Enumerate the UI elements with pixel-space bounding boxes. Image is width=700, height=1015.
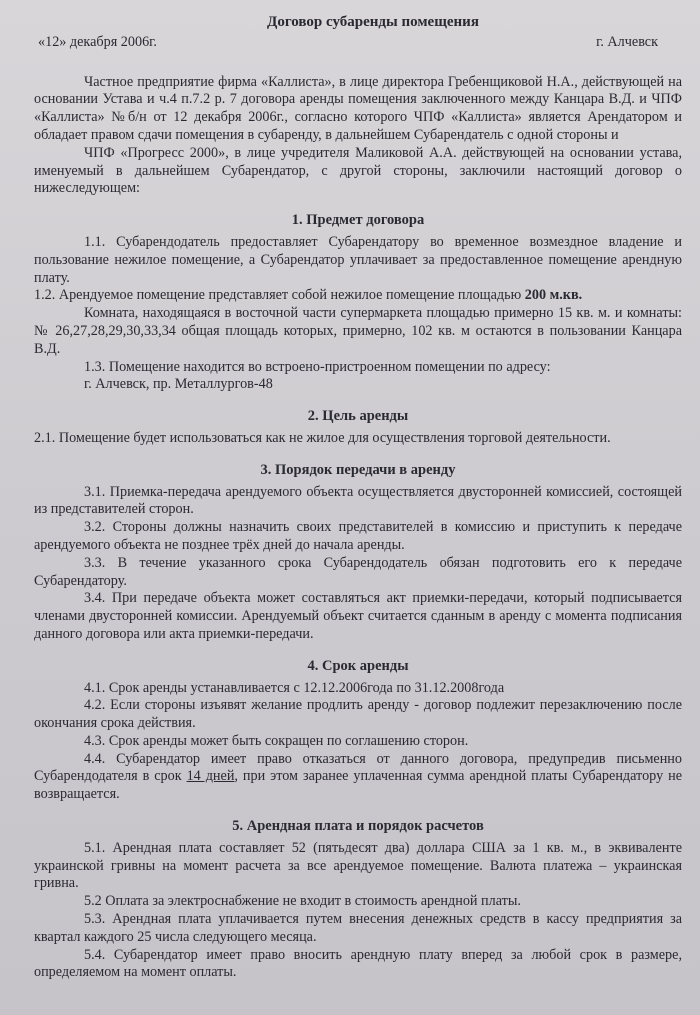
clause-3-4: 3.4. При передаче объекта может составляться акт приемки-передачи, который подписывается членами двусторонней комиссии. Арендуемый объект считается сданным в аренду с момента подписания данного договора или акта приемки-передачи.: [34, 590, 682, 642]
clause-2-1: 2.1. Помещение будет использоваться как не жилое для осуществления торговой деятельности.: [34, 429, 611, 446]
date-city-row: [34, 34, 682, 52]
section-2-heading: 2. Цель аренды: [307, 408, 409, 425]
clause-4-4-text-a: 4.4. Субарендатор имеет право отказаться от данного договора, предупредив письменно Субарендодателя в срок: [34, 750, 682, 785]
clause-4-3: 4.3. Срок аренды может быть сокращен по соглашению сторон.: [84, 732, 469, 749]
clause-1-2-area: 200 м.кв.: [524, 287, 583, 304]
document-title: Договор субаренды помещения: [267, 14, 479, 30]
contract-date: «12» декабря 2006г.: [38, 33, 157, 50]
preamble-paragraph-2: ЧПФ «Прогресс 2000», в лице учредителя Маликовой А.А. действующей на основании устава, именуемый в дальнейшем Субарендатор, с другой стороны, заключили настоящий договор о нижеследующем:: [34, 144, 682, 197]
clause-1-2-room: Комната, находящаяся в восточной части супермаркета площадью примерно 15 кв. м. и комнаты: № 26,27,28,29,30,33,34 общая площадь которых, примерно, 102 кв. м остаются в пользовании Канцара В.Д.: [34, 305, 682, 357]
clause-4-4: [34, 751, 682, 804]
clause-1-3-address: г. Алчевск, пр. Металлургов-48: [84, 376, 273, 393]
clause-1-1: 1.1. Субарендодатель предоставляет Субарендатору во временное возмездное владение и пользование нежилое помещение, а Субарендатор уплачивает за предоставленное помещение арендную плату.: [34, 233, 682, 286]
clause-3-2: 3.2. Стороны должны назначить своих представителей в комиссию и приступить к передаче арендуемого объекта не позднее трёх дней до начала аренды.: [34, 519, 682, 553]
clause-5-2: 5.2 Оплата за электроснабжение не входит в стоимость арендной платы.: [84, 893, 521, 910]
clause-3-1: 3.1. Приемка-передача арендуемого объекта осуществляется двусторонней комиссией, состоящей из представителей сторон.: [34, 483, 682, 518]
clause-5-3: 5.3. Арендная плата уплачивается путем внесения денежных средств в кассу предприятия за квартал каждого 25 числа следующего месяца.: [34, 911, 682, 945]
clause-3-3: 3.3. В течение указанного срока Субарендодатель обязан подготовить его к передаче Субарендатору.: [34, 554, 682, 589]
clause-5-4: 5.4. Субарендатор имеет право вносить арендную плату вперед за любой срок в размере, определяемом на момент оплаты.: [34, 946, 682, 981]
contract-city: г. Алчевск: [596, 33, 658, 50]
section-5-heading: 5. Арендная плата и порядок расчетов: [232, 818, 484, 835]
clause-4-2: 4.2. Если стороны изъявят желание продлить аренду - договор подлежит перезаключению после окончания срока действия.: [34, 697, 682, 732]
clause-1-2-text: 1.2. Арендуемое помещение представляет собой нежилое помещение площадью: [34, 287, 525, 304]
section-3-heading: 3. Порядок передачи в аренду: [260, 461, 456, 478]
clause-1-2: [34, 287, 682, 305]
clause-4-4-term: 14 дней: [186, 768, 235, 785]
clause-4-4-text-c: , при этом заранее уплаченная сумма арендной платы Субарендатору не возвращается.: [34, 768, 683, 803]
preamble-paragraph-1: Частное предприятие фирма «Каллиста», в лице директора Гребенщиковой Н.А., действующей на основании Устава и ч.4 п.7.2 р. 7 договора аренды помещения заключенного между Канцара В.Д. и ЧПФ «Каллиста» №б/н от 12 декабря 2006г., согласно которого ЧПФ «Каллиста» является Арендатором и обладает правом сдачи помещения в субаренду, в дальнейшем Субарендатель с одной стороны и: [34, 73, 682, 143]
clause-4-1: 4.1. Срок аренды устанавливается с 12.12.2006года по 31.12.2008года: [84, 679, 505, 696]
clause-1-3: 1.3. Помещение находится во встроено-пристроенном помещении по адресу:: [84, 358, 551, 375]
clause-5-1: 5.1. Арендная плата составляет 52 (пятьдесят два) доллара США за 1 кв. м., в эквиваленте украинской гривны на момент расчета за все арендуемое помещение. Валюта платежа – украинская гривна.: [34, 839, 682, 892]
section-4-heading: 4. Срок аренды: [307, 657, 409, 674]
section-1-heading: 1. Предмет договора: [291, 212, 425, 229]
